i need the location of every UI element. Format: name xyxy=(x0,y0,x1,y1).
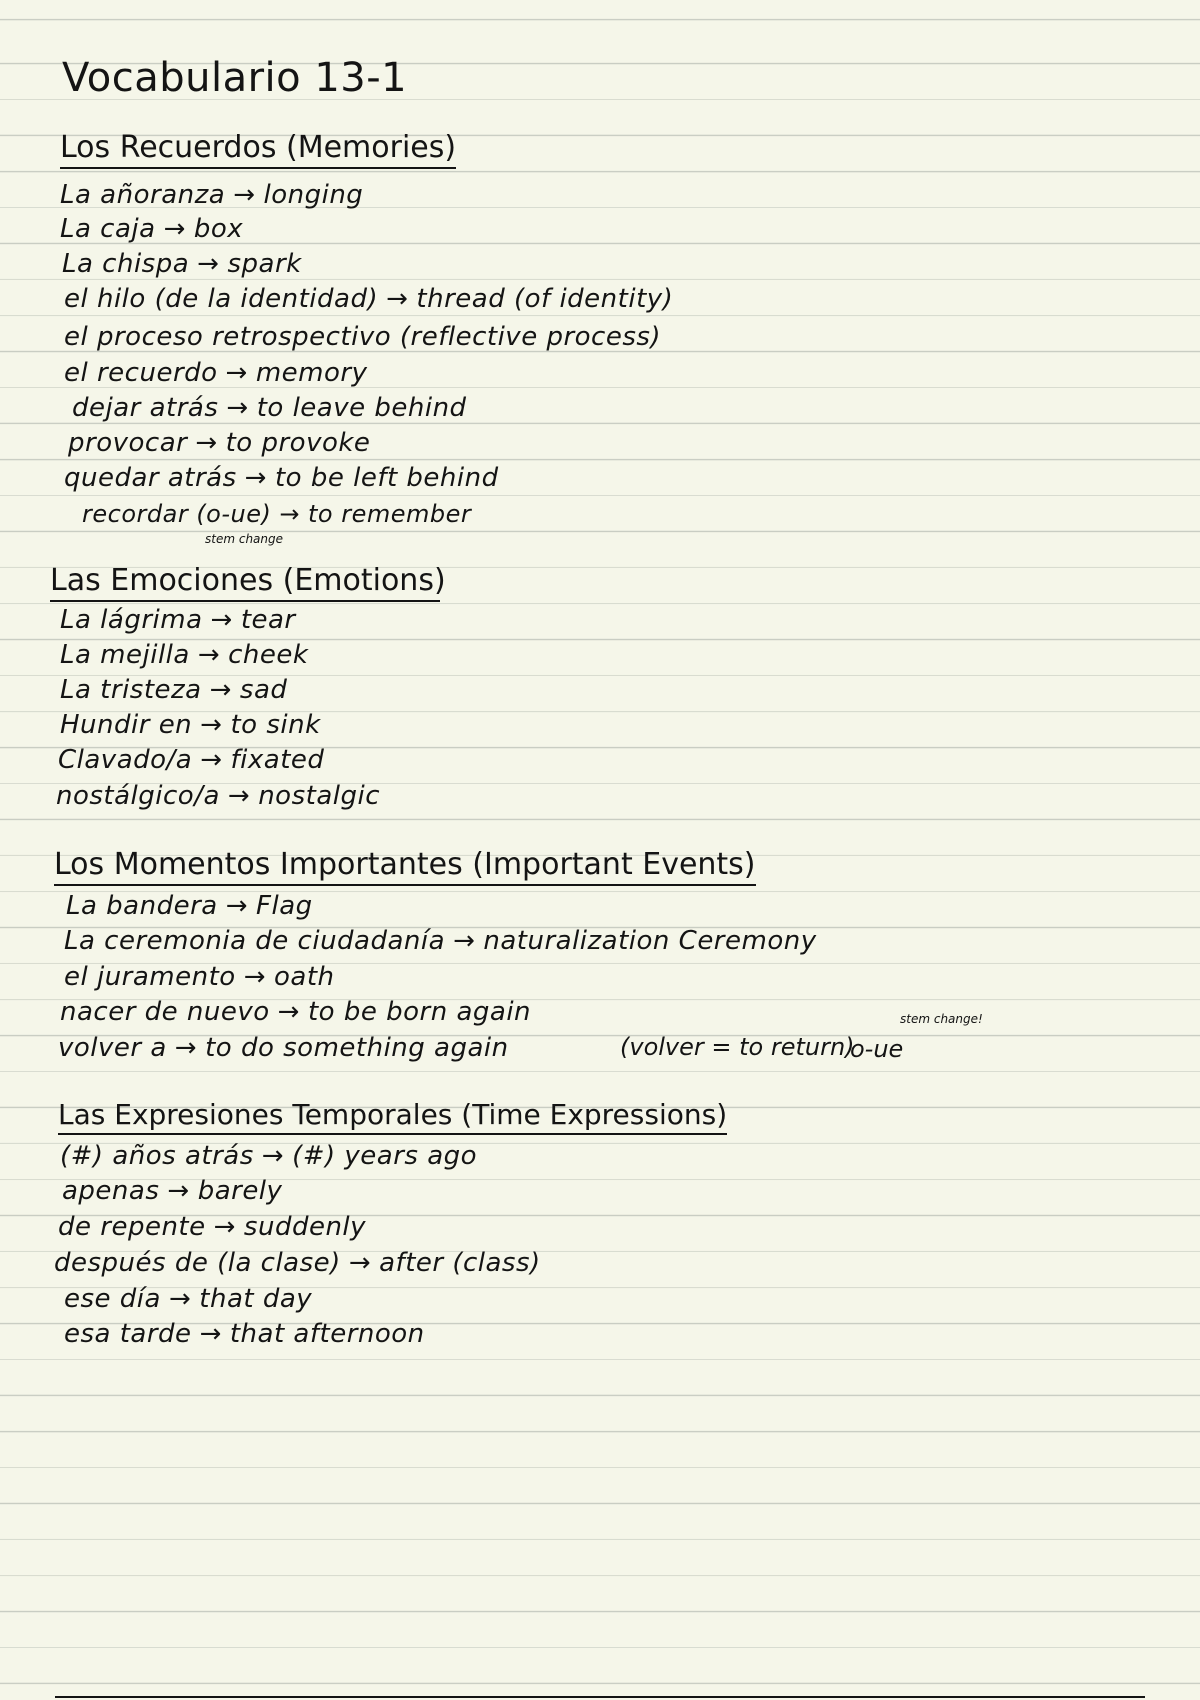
vocab-entry xyxy=(60,1143,477,1169)
vocab-meaning: tear xyxy=(240,605,296,635)
vocab-meaning: that afternoon xyxy=(229,1319,425,1349)
vocab-entry xyxy=(82,502,471,526)
vocab-entry xyxy=(60,642,308,668)
vocab-meaning: cheek xyxy=(228,640,309,670)
arrow-icon: → xyxy=(277,997,300,1027)
vocab-meaning: after (class) xyxy=(379,1248,541,1278)
vocab-entry xyxy=(64,324,661,350)
arrow-icon: → xyxy=(233,180,256,210)
vocab-entry xyxy=(72,395,467,421)
arrow-icon: → xyxy=(386,284,409,314)
arrow-icon: → xyxy=(244,463,267,493)
vocab-entry xyxy=(60,999,531,1025)
arrow-icon: → xyxy=(200,745,223,775)
arrow-icon: → xyxy=(261,1141,285,1171)
vocab-meaning: sad xyxy=(239,675,288,705)
arrow-icon: → xyxy=(279,500,300,528)
vocab-entry xyxy=(68,430,370,456)
vocab-entry xyxy=(54,1250,541,1276)
vocab-meaning: Flag xyxy=(256,891,313,921)
arrow-icon: → xyxy=(227,781,251,811)
arrow-icon: → xyxy=(348,1248,372,1278)
vocab-entry xyxy=(60,182,363,208)
section-heading-emociones: Las Emociones (Emotions) xyxy=(50,566,440,602)
arrow-icon: → xyxy=(167,1176,190,1206)
arrow-icon: → xyxy=(226,393,249,423)
section-heading-momentos: Los Momentos Importantes (Important Events) xyxy=(54,850,756,886)
vocab-term: nostálgico/a xyxy=(56,781,220,811)
vocab-meaning: longing xyxy=(263,180,364,210)
arrow-icon: → xyxy=(195,428,218,458)
vocab-term: ese día xyxy=(64,1284,161,1314)
vocab-meaning: to remember xyxy=(307,500,472,528)
vocab-term: Hundir en xyxy=(60,710,193,740)
vocab-entry xyxy=(58,1214,366,1240)
vocab-meaning: box xyxy=(193,214,244,244)
vocab-term: apenas xyxy=(62,1176,160,1206)
vocab-meaning: to do something again xyxy=(205,1033,509,1063)
stem-change-note: stem change xyxy=(205,532,284,546)
vocab-meaning: that day xyxy=(199,1284,313,1314)
vocab-entry xyxy=(58,1035,509,1061)
arrow-icon: → xyxy=(163,214,186,244)
vocab-term: volver a xyxy=(58,1033,167,1063)
arrow-icon: → xyxy=(210,605,233,635)
vocab-entry xyxy=(62,251,302,277)
arrow-icon: → xyxy=(213,1212,236,1242)
vocab-meaning: to sink xyxy=(230,710,321,740)
vocab-term: La mejilla xyxy=(60,640,190,670)
vocab-entry xyxy=(64,928,817,954)
vocab-meaning: naturalization Ceremony xyxy=(483,926,817,956)
vocab-term: provocar xyxy=(68,428,188,458)
vocab-term: Clavado/a xyxy=(58,745,193,775)
vocab-entry xyxy=(64,1286,312,1312)
vocab-meaning: to provoke xyxy=(225,428,371,458)
vocab-entry xyxy=(62,1178,282,1204)
vocab-entry xyxy=(60,712,321,738)
arrow-icon: → xyxy=(453,926,476,956)
vocab-term: La ceremonia de ciudadanía xyxy=(64,926,446,956)
vocab-meaning: fixated xyxy=(230,745,325,775)
vocab-meaning: oath xyxy=(274,962,335,992)
vocab-term: el recuerdo xyxy=(64,358,218,388)
vocab-term: La chispa xyxy=(62,249,190,279)
vocab-term: dejar atrás xyxy=(72,393,219,423)
arrow-icon: → xyxy=(174,1033,198,1063)
vocab-entry xyxy=(58,747,324,773)
vocab-meaning: thread (of identity) xyxy=(416,284,674,314)
side-note: (volver = to return) xyxy=(620,1033,855,1061)
vocab-term: recordar (o-ue) xyxy=(82,500,272,528)
vocab-entry xyxy=(64,964,335,990)
vocab-term: esa tarde xyxy=(64,1319,192,1349)
arrow-icon: → xyxy=(197,640,221,670)
arrow-icon: → xyxy=(225,358,248,388)
arrow-icon: → xyxy=(209,675,232,705)
vocab-term: La añoranza xyxy=(60,180,226,210)
vocab-meaning: spark xyxy=(227,249,302,279)
vocab-meaning: suddenly xyxy=(243,1212,367,1242)
arrow-icon: → xyxy=(168,1284,192,1314)
side-note: o-ue xyxy=(850,1035,904,1063)
vocab-term: el hilo (de la identidad) xyxy=(64,284,379,314)
vocab-term: La caja xyxy=(60,214,156,244)
vocab-term: nacer de nuevo xyxy=(60,997,270,1027)
arrow-icon: → xyxy=(225,891,249,921)
vocab-term: el juramento xyxy=(64,962,236,992)
arrow-icon: → xyxy=(243,962,267,992)
section-heading-expresiones: Las Expresiones Temporales (Time Expressions) xyxy=(58,1101,727,1135)
vocab-term: de repente xyxy=(58,1212,206,1242)
page-title: Vocabulario 13-1 xyxy=(62,55,408,101)
vocab-entry xyxy=(64,1321,425,1347)
arrow-icon: → xyxy=(199,1319,222,1349)
vocab-entry xyxy=(56,783,380,809)
vocab-entry xyxy=(64,286,673,312)
vocab-term: (#) años atrás xyxy=(60,1141,254,1171)
vocab-term: el proceso retrospectivo (reflective process) xyxy=(64,322,662,352)
vocab-entry xyxy=(60,607,296,633)
arrow-icon: → xyxy=(197,249,220,279)
vocab-entry xyxy=(60,216,243,242)
vocab-entry xyxy=(60,677,287,703)
vocab-meaning: to leave behind xyxy=(256,393,467,423)
vocab-meaning: to be born again xyxy=(307,997,532,1027)
vocab-meaning: barely xyxy=(197,1176,283,1206)
vocab-entry xyxy=(64,360,367,386)
vocab-entry xyxy=(64,465,499,491)
vocab-term: La lágrima xyxy=(60,605,203,635)
vocab-term: quedar atrás xyxy=(64,463,237,493)
section-heading-recuerdos: Los Recuerdos (Memories) xyxy=(60,133,456,169)
vocab-term: La tristeza xyxy=(60,675,202,705)
stem-change-note: stem change! xyxy=(900,1012,983,1026)
arrow-icon: → xyxy=(200,710,223,740)
vocab-meaning: nostalgic xyxy=(258,781,381,811)
vocab-meaning: to be left behind xyxy=(274,463,499,493)
vocab-term: La bandera xyxy=(66,891,218,921)
vocab-meaning: memory xyxy=(255,358,368,388)
page-bottom-rule xyxy=(55,1696,1145,1698)
vocab-term: después de (la clase) xyxy=(54,1248,341,1278)
vocab-meaning: (#) years ago xyxy=(292,1141,478,1171)
vocab-entry xyxy=(66,893,313,919)
